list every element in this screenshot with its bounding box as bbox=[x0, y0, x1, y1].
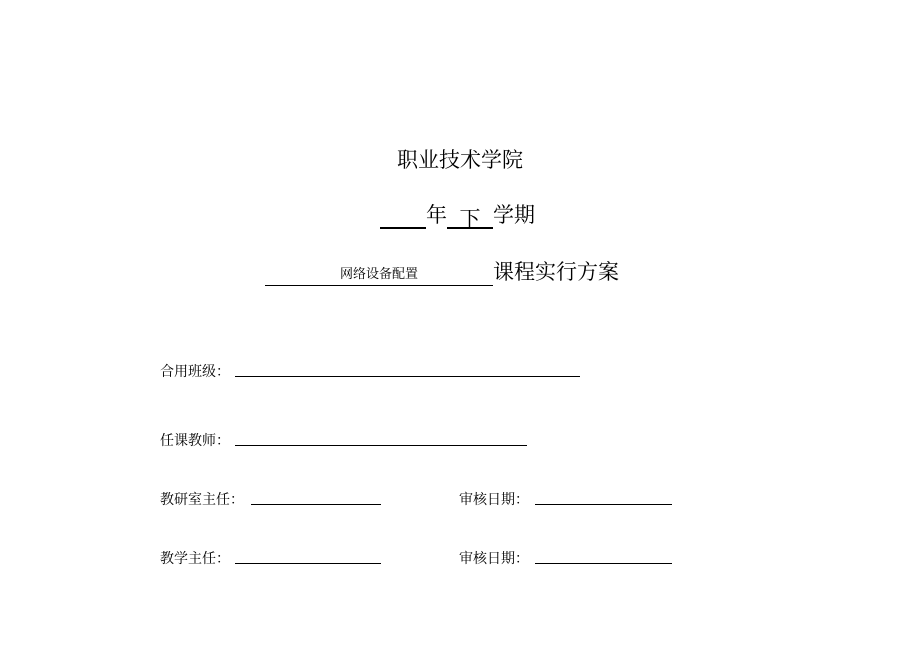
course-name: 网络设备配置 bbox=[265, 265, 493, 286]
review-date-fill-line-1 bbox=[535, 504, 672, 505]
dean-label: 教学主任： bbox=[160, 551, 230, 567]
institution-title: 职业技术学院 bbox=[397, 148, 523, 172]
term-line bbox=[380, 199, 535, 229]
year-label: 年 bbox=[426, 203, 447, 227]
classes-label: 合用班级： bbox=[160, 364, 230, 380]
review-date-fill-line-2 bbox=[535, 563, 672, 564]
dean-fill-line bbox=[235, 563, 381, 564]
course-plan-title: 课程实行方案 bbox=[493, 260, 619, 284]
course-line bbox=[265, 256, 619, 286]
review-date-label-1: 审核日期： bbox=[459, 492, 529, 508]
director-label: 教研室主任： bbox=[160, 492, 244, 508]
term-half: 下 bbox=[447, 203, 493, 229]
review-date-label-2: 审核日期： bbox=[459, 551, 529, 567]
classes-fill-line bbox=[235, 376, 580, 377]
director-fill-line bbox=[251, 504, 381, 505]
teacher-label: 任课教师： bbox=[160, 433, 230, 449]
teacher-fill-line bbox=[235, 445, 527, 446]
term-suffix: 学期 bbox=[493, 203, 535, 227]
year-blank bbox=[380, 203, 426, 229]
